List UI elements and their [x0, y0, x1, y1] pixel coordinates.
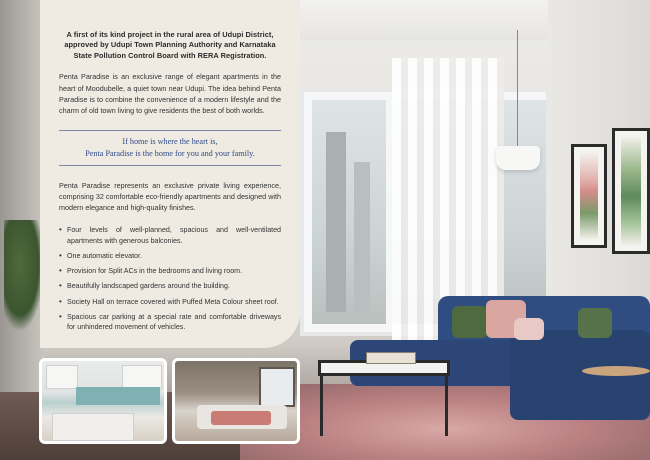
building-outside	[354, 162, 370, 312]
flower-artwork	[580, 153, 598, 239]
backsplash	[76, 387, 160, 405]
bullet-icon: •	[59, 311, 62, 321]
list-item	[59, 251, 281, 261]
list-item	[59, 266, 281, 276]
quote-line: If home is where the heart is,	[122, 137, 218, 147]
cushion	[578, 308, 612, 338]
list-item	[59, 225, 281, 245]
list-item	[59, 281, 281, 291]
potted-plant	[4, 220, 44, 330]
kitchen-island	[52, 413, 134, 441]
kitchen-photo	[39, 358, 167, 444]
wall-art-frame	[571, 144, 607, 248]
divider	[59, 130, 281, 131]
leaf-artwork	[621, 137, 641, 245]
bedroom-photo	[172, 358, 300, 444]
bed-throw	[211, 411, 271, 425]
bedroom-window	[259, 367, 295, 407]
quote-line: Penta Paradise is the home for you and your family.	[85, 149, 255, 158]
feature-text: Four levels of well-planned, spacious and well-ventilated apartments with generous balconies.	[67, 226, 281, 245]
cushion	[514, 318, 544, 340]
table-leg	[445, 374, 448, 436]
feature-text: Spacious car parking at a special rate and comfortable driveways for unhindered movement of vehicles.	[67, 312, 281, 331]
tagline-quote	[59, 136, 281, 159]
bullet-icon: •	[59, 225, 62, 235]
feature-text: Provision for Split ACs in the bedrooms and living room.	[67, 267, 243, 276]
list-item	[59, 312, 281, 332]
left-wall	[0, 0, 44, 400]
table-leg	[320, 374, 323, 436]
features-list	[59, 225, 281, 332]
lamp-cord	[517, 30, 518, 148]
window-pane	[312, 100, 386, 324]
building-outside	[326, 132, 346, 312]
kitchen-cabinet	[122, 365, 162, 389]
wall-art-frame	[612, 128, 650, 254]
books	[366, 352, 416, 364]
side-table	[582, 366, 650, 376]
pendant-lamp	[496, 146, 540, 170]
intro-heading: A first of its kind project in the rural area of Udupi District, approved by Udupi Town Planning Authority and Karnataka State Pollution Control Board with RERA Registration.	[64, 30, 276, 60]
kitchen-cabinet	[46, 365, 78, 389]
feature-text: Society Hall on terrace covered with Puffed Meta Colour sheet roof.	[67, 297, 279, 306]
bullet-icon: •	[59, 296, 62, 306]
feature-text: Beautifully landscaped gardens around the building.	[67, 282, 230, 291]
bullet-icon: •	[59, 250, 62, 260]
feature-text: One automatic elevator.	[67, 251, 142, 260]
description-paragraph: Penta Paradise represents an exclusive private living experience, comprising 32 comfortable eco-friendly apartments and designed with modern elegance and high-quality finishes.	[59, 180, 281, 213]
divider	[59, 165, 281, 166]
info-card	[40, 0, 300, 348]
list-item	[59, 297, 281, 307]
cushion	[452, 306, 488, 338]
bullet-icon: •	[59, 281, 62, 291]
description-paragraph: Penta Paradise is an exclusive range of elegant apartments in the heart of Moodubelle, a quiet town near Udupi. The idea behind Penta Paradise is to combine the convenience of a modern lifestyle and the charm of old town living to give residents the best of both worlds.	[59, 72, 281, 116]
bullet-icon: •	[59, 266, 62, 276]
